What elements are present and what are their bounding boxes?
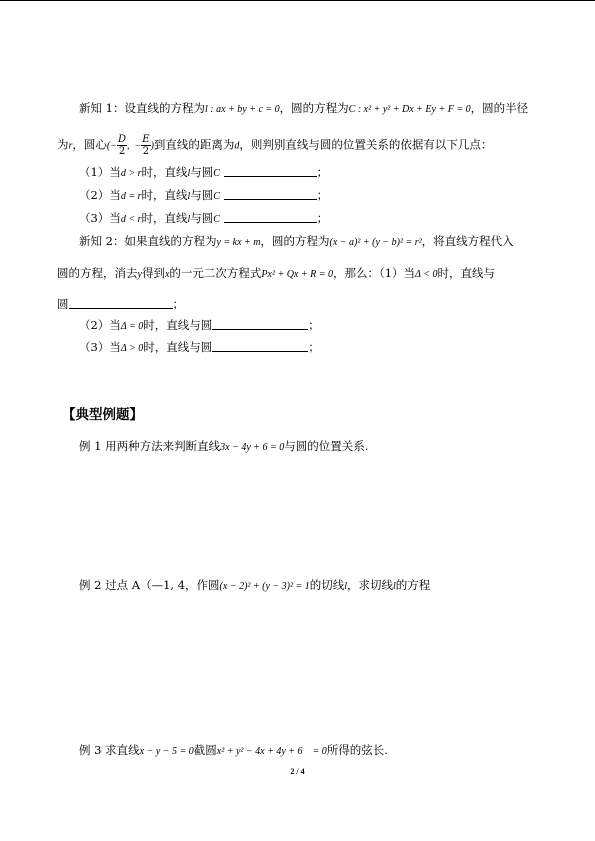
r-variable: r [68, 140, 73, 152]
example3-circle-equation: x² + y² − 4x + 4y + 6 = 0 [216, 746, 327, 757]
line-equation-2: y = kx + m [216, 237, 261, 248]
knowledge2-line3: 圆 ； [57, 297, 184, 311]
knowledge1-line2: 为r，圆心(− $\frac{D}{2}$ , − $\frac{E}{2}$ )到直线的距离为d，则判别直线与圆的位置关系的依据有以下几点： [57, 134, 493, 157]
example2-equation: (x − 2)² + (y − 3)² = 1 [219, 581, 310, 592]
answer-blank[interactable] [224, 166, 317, 177]
knowledge2-case-2: （2）当Δ = 0时，直线与圆 ； [79, 318, 320, 332]
knowledge2-line2: 圆的方程，消去y得到x的一元二次方程式Px² + Qx + R = 0，那么：（1）当Δ < 0时，直线与 [57, 266, 495, 280]
fraction-d: $\frac{D}{2}$ [117, 134, 127, 157]
judge-text: ，则判别直线与圆的位置关系的依据有以下几点： [239, 137, 493, 152]
example-3: 例 3 求直线x − y − 5 = 0截圆x² + y² − 4x + 4y + 6 = 0所得的弦长. [79, 743, 388, 757]
section-heading: 【典型例题】 [62, 407, 143, 423]
knowledge1-case-3: （3）当d < r时，直线l与圆C ； [79, 211, 329, 225]
fraction-e: $\frac{E}{2}$ [142, 134, 150, 157]
distance-text: 到直线的距离为 [153, 137, 235, 152]
quadratic-equation: Px² + Qx + R = 0 [261, 269, 333, 280]
knowledge2-line1: 新知 2：如果直线的方程为y = kx + m，圆的方程为(x − a)² + (y − b)² = r²，将直线方程代入 [79, 234, 514, 248]
knowledge1-end: ，圆的半径 [470, 101, 529, 115]
knowledge1-case-2: （2）当d = r时，直线l与圆C ； [79, 188, 329, 202]
line-equation: l : ax + by + c = 0 [204, 104, 280, 115]
circle-equation-2: (x − a)² + (y − b)² = r² [329, 237, 422, 248]
example-2: 例 2 过点 A（—1, 4，作圆(x − 2)² + (y − 3)² = 1的切线l，求切线l的方程 [79, 578, 431, 592]
circle-equation: C : x² + y² + Dx + Ey + F = 0 [348, 104, 471, 115]
answer-blank[interactable] [212, 319, 308, 330]
answer-blank[interactable] [212, 341, 308, 352]
top-border [0, 0, 595, 1]
example3-line-equation: x − y − 5 = 0 [139, 746, 194, 757]
answer-blank[interactable] [224, 189, 317, 200]
page-number: 2 / 4 [290, 767, 305, 776]
example1-equation: 3x − 4y + 6 = 0 [220, 442, 285, 453]
center-prefix: ，圆心 [72, 137, 107, 152]
knowledge1-intro: 新知 1：设直线的方程为 [79, 101, 205, 115]
example-1: 例 1 用两种方法来判断直线3x − 4y + 6 = 0与圆的位置关系. [79, 439, 369, 453]
knowledge2-case-3: （3）当Δ > 0时，直线与圆 ； [79, 340, 320, 354]
answer-blank[interactable] [69, 298, 173, 309]
r-prefix: 为 [57, 137, 69, 152]
d-variable: d [234, 140, 240, 152]
knowledge1-mid: ，圆的方程为 [279, 101, 349, 115]
knowledge1-line1 [79, 100, 528, 118]
knowledge1-case-1: （1）当d > r时，直线l与圆C ； [79, 165, 329, 179]
answer-blank[interactable] [224, 212, 317, 223]
